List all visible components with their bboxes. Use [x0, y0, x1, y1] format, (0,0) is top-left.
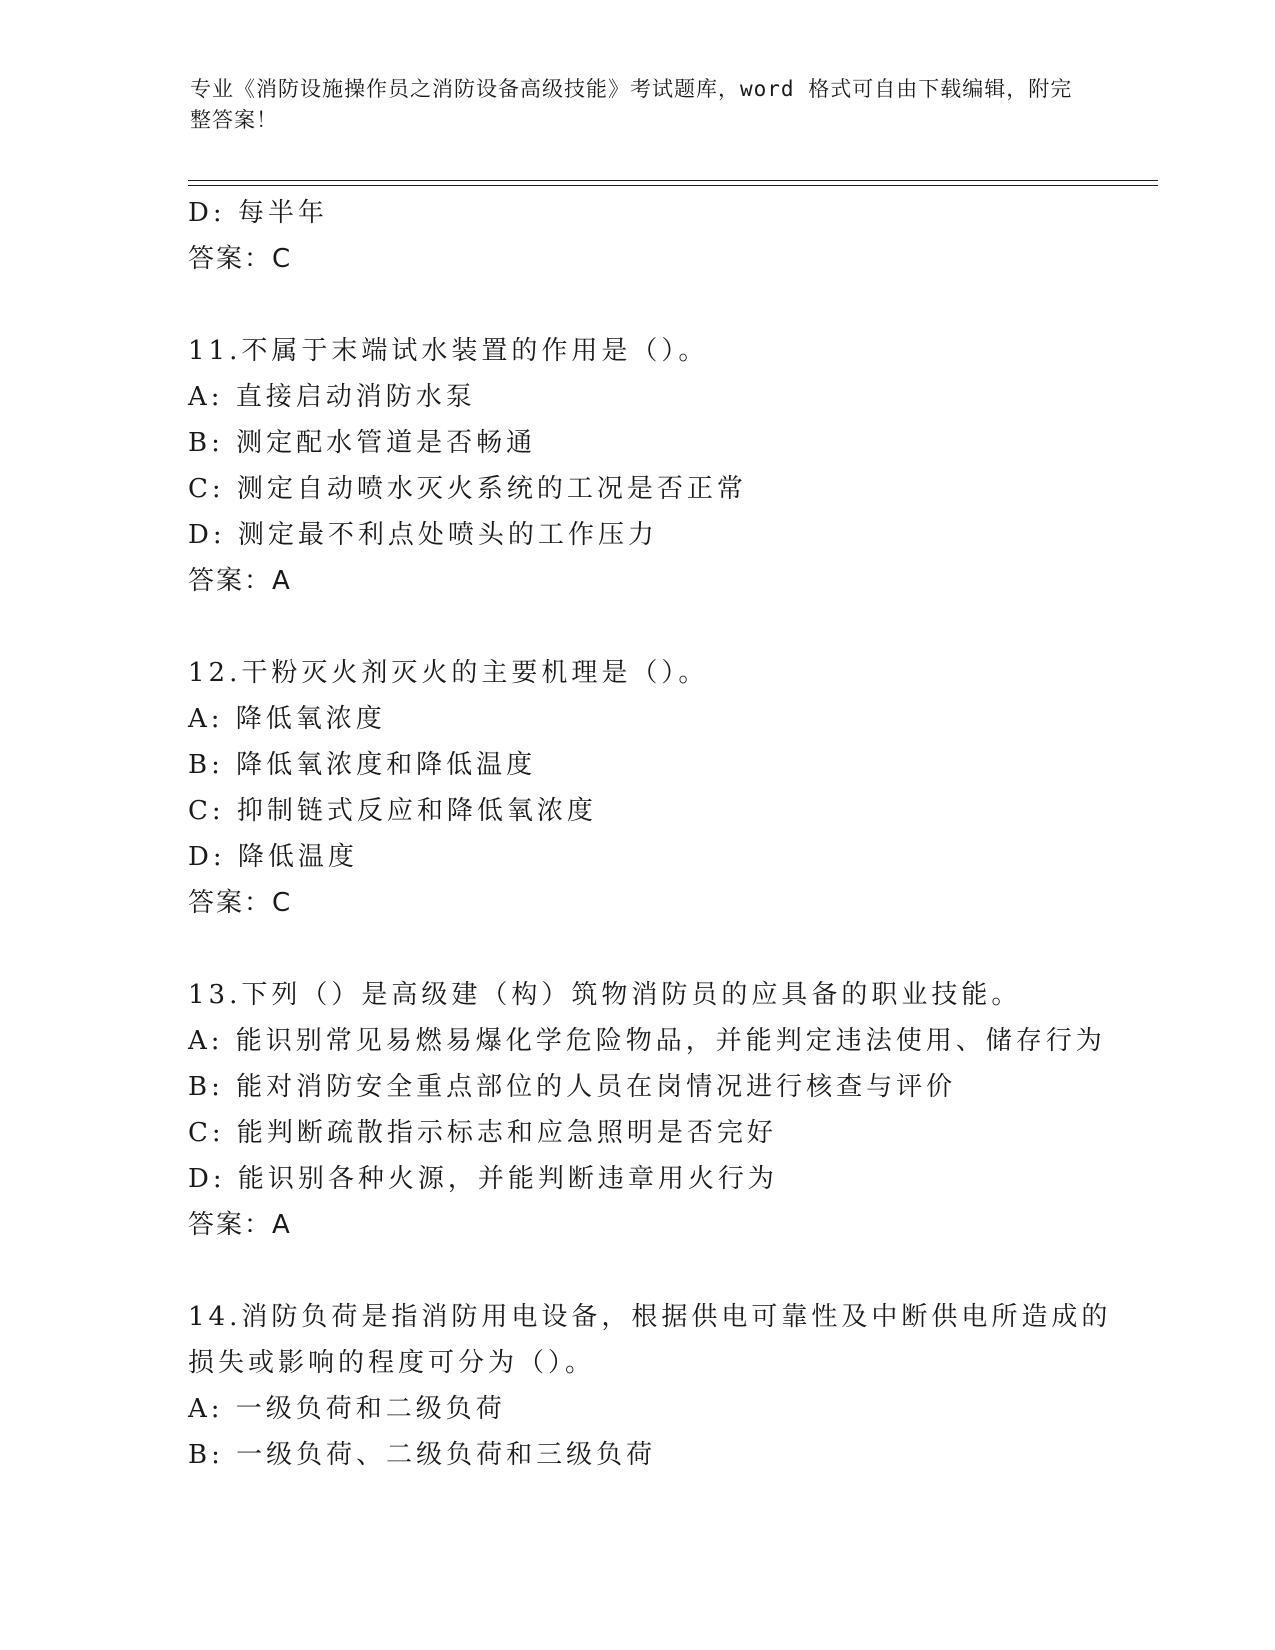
option-b: B: 一级负荷、二级负荷和三级负荷: [188, 1440, 657, 1470]
header-divider-bottom: [188, 185, 1158, 186]
option-a: A: 能识别常见易燃易爆化学危险物品，并能判定违法使用、储存行为: [188, 1026, 1106, 1056]
question-list: [188, 190, 1168, 1478]
option-b: B: 能对消防安全重点部位的人员在岗情况进行核查与评价: [188, 1072, 957, 1102]
previous-question-tail: [188, 190, 1168, 282]
question-14: [188, 1294, 1168, 1478]
option-d: D: 每半年: [188, 198, 328, 228]
question-stem-line-1: 14.消防负荷是指消防用电设备，根据供电可靠性及中断供电所造成的: [188, 1302, 1112, 1332]
option-b: B: 降低氧浓度和降低温度: [188, 750, 537, 780]
option-d: D: 能识别各种火源，并能判断违章用火行为: [188, 1164, 778, 1194]
answer-line: 答案：A: [188, 566, 292, 596]
answer-line: 答案：A: [188, 1210, 292, 1240]
answer-line: 答案：C: [188, 244, 293, 274]
document-header: 专业《消防设施操作员之消防设备高级技能》考试题库，word 格式可自由下载编辑，附完整答案！: [190, 77, 1073, 132]
header-divider-top: [188, 180, 1158, 181]
option-a: A: 降低氧浓度: [188, 704, 386, 734]
option-d: D: 降低温度: [188, 842, 358, 872]
question-stem-line-2: 损失或影响的程度可分为（）。: [188, 1348, 596, 1378]
question-stem: 11.不属于末端试水装置的作用是（）。: [188, 336, 709, 366]
question-11: [188, 328, 1168, 604]
option-c: C: 能判断疏散指示标志和应急照明是否完好: [188, 1118, 777, 1148]
option-a: A: 一级负荷和二级负荷: [188, 1394, 506, 1424]
question-12: [188, 650, 1168, 926]
question-13: [188, 972, 1168, 1248]
option-b: B: 测定配水管道是否畅通: [188, 428, 537, 458]
question-stem: 12.干粉灭火剂灭火的主要机理是（）。: [188, 658, 709, 688]
option-c: C: 测定自动喷水灭火系统的工况是否正常: [188, 474, 747, 504]
question-stem: 13.下列（）是高级建（构）筑物消防员的应具备的职业技能。: [188, 980, 1022, 1010]
option-d: D: 测定最不利点处喷头的工作压力: [188, 520, 658, 550]
answer-line: 答案：C: [188, 888, 293, 918]
option-a: A: 直接启动消防水泵: [188, 382, 476, 412]
option-c: C: 抑制链式反应和降低氧浓度: [188, 796, 597, 826]
